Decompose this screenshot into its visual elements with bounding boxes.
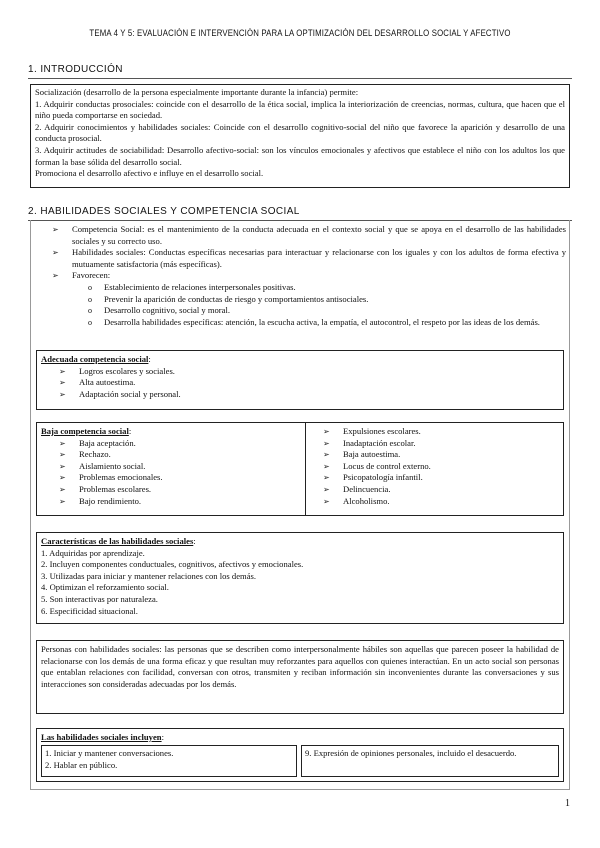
arrow-bullet-icon: ➢ [59,438,66,448]
list-item: o Desarrollo cognitivo, social y moral. [88,305,231,316]
arrow-bullet-icon: ➢ [323,427,330,436]
circle-bullet-icon: o [88,306,92,316]
list-item: ➢ Alcoholismo. [323,495,390,506]
section-heading-introduccion: 1. INTRODUCCIÓN [28,64,123,75]
list-item: 4. Optimizan el reforzamiento social. [41,582,169,593]
list-item: ➢ Favorecen: [52,270,111,281]
list-item: ➢ Problemas emocionales. [59,472,163,483]
arrow-bullet-icon: ➢ [323,496,330,506]
arrow-bullet-icon: ➢ [59,450,66,460]
list-item: o Establecimiento de relaciones interpersonales positivas. [88,281,296,292]
arrow-bullet-icon: ➢ [59,461,66,471]
list-item: ➢ Habilidades sociales: Conductas específicas necesarias para interactuar y relacionarse con los iguales y con los adultos de forma efectiva y mutuamente satisfactoria (más específicas). [52,247,566,269]
list-item: 5. Son interactivas por naturaleza. [41,593,158,604]
intro-point-1: 1. Adquirir conductas prosociales: coincide con el desarrollo de la ética social, implica la interiorización de creencias, normas, cultura, que hacen que el niño pueda comportarse en sociedad. [35,98,565,121]
incluyen-title: Las habilidades sociales incluyen [41,732,162,742]
incluyen-box: Las habilidades sociales incluyen: 1. Iniciar y mantener conversaciones. 2. Hablar en público. 9. Expresión de opiniones personales, incluido el desacuerdo. [36,728,564,782]
adecuada-competencia-box: Adecuada competencia social: ➢ Logros escolares y sociales. ➢ Alta autoestima. ➢ Adaptación social y personal. [36,350,564,410]
list-item: ➢ Bajo rendimiento. [59,495,142,506]
circle-bullet-icon: o [88,282,92,292]
arrow-bullet-icon: ➢ [52,248,59,258]
intro-closing: Promociona el desarrollo afectivo e influye en el desarrollo social. [35,168,264,179]
introduccion-box [30,84,570,188]
list-item: ➢ Expulsiones escolares. [323,426,421,436]
list-item: ➢ Locus de control externo. [323,460,431,471]
list-item: ➢ Baja autoestima. [323,449,401,460]
circle-bullet-icon: o [88,294,92,304]
arrow-bullet-icon: ➢ [59,473,66,483]
intro-point-2: 2. Adquirir conocimientos y habilidades sociales: Coincide con el desarrollo cognitivo-social del niño que favorece la aparición y desarrollo de una conducta prosocial. [35,121,565,144]
arrow-bullet-icon: ➢ [323,473,330,483]
arrow-bullet-icon: ➢ [59,484,66,494]
list-item: 6. Especificidad situacional. [41,605,138,616]
personas-paragraph: Personas con habilidades sociales: las personas que se describen como interpersonalmente hábiles son aquellas que parecen poseer la habilidad de relacionarse con los demás de una forma eficaz y que resultan muy reforzantes para aquellos con quienes interactúan. En un acto social son personas que entablan relaciones con facilidad, conversan con otros, transmiten y reciban información sin inconvenientes durante las conversaciones y sus interacciones son consideradas adecuadas por los demás. [41,644,559,689]
arrow-bullet-icon: ➢ [52,271,59,281]
section-heading-habilidades: 2. HABILIDADES SOCIALES Y COMPETENCIA SOCIAL [28,206,300,217]
arrow-bullet-icon: ➢ [59,366,66,376]
list-item: 1. Iniciar y mantener conversaciones. [45,748,174,758]
baja-right-column [323,426,559,507]
baja-title: Baja competencia social [41,426,129,436]
page-title: TEMA 4 Y 5: EVALUACIÓN E INTERVENCIÓN PARA LA OPTIMIZACIÓN DEL DESARROLLO SOCIAL Y AFECTIVO [89,28,511,39]
section-divider [28,78,572,79]
column-divider [305,423,306,515]
caracteristicas-box: Características de las habilidades sociales: 1. Adquiridas por aprendizaje. 2. Incluyen componentes conductuales, cognitivos, afectivos y emocionales. 3. Utilizadas para iniciar y mantener relaciones con los demás. 4. Optimizan el reforzamiento social. 5. Son interactivas por naturaleza. 6. Especificidad situacional. [36,532,564,624]
list-item: 9. Expresión de opiniones personales, incluido el desacuerdo. [305,748,517,758]
arrow-bullet-icon: ➢ [59,378,66,388]
page-number: 1 [565,798,570,809]
arrow-bullet-icon: ➢ [59,496,66,506]
arrow-bullet-icon: ➢ [323,450,330,460]
list-item: ➢ Inadaptación escolar. [323,437,416,448]
list-item: 3. Utilizadas para iniciar y mantener relaciones con los demás. [41,570,256,581]
list-item: ➢ Delincuencia. [323,483,391,494]
personas-box [36,640,564,714]
list-item: ➢ Rechazo. [59,449,111,460]
list-item: o Desarrolla habilidades específicas: atención, la escucha activa, la empatía, el autocontrol, el respeto por las ideas de los demás. [88,316,540,327]
competencia-list [52,224,566,328]
list-item: ➢ Problemas escolares. [59,483,152,494]
arrow-bullet-icon: ➢ [52,225,59,234]
list-item: 2. Incluyen componentes conductuales, cognitivos, afectivos y emocionales. [41,559,304,570]
intro-lead: Socialización (desarrollo de la persona especialmente importante durante la infancia) permite: [35,87,359,97]
arrow-bullet-icon: ➢ [323,438,330,448]
list-item: 1. Adquiridas por aprendizaje. [41,547,145,558]
adecuada-title: Adecuada competencia social [41,354,149,364]
list-item: ➢ Baja aceptación. [59,437,136,448]
baja-left-column: Baja competencia social: ➢ Baja aceptación. ➢ Rechazo. ➢ Aislamiento social. ➢ Problemas emocionales. ➢ Problemas escolares. ➢ Bajo rendimiento. [41,426,301,507]
arrow-bullet-icon: ➢ [323,484,330,494]
list-item: 2. Hablar en público. [45,759,118,770]
list-item: ➢ Psicopatología infantil. [323,472,423,483]
list-item: ➢ Alta autoestima. [59,377,136,388]
list-item: ➢ Competencia Social: es el mantenimiento de la conducta adecuada en el contexto social y que se apoya en el desarrollo de las habilidades sociales y su correcto uso. [52,224,566,246]
list-item: ➢ Aislamiento social. [59,460,146,471]
list-item: ➢ Adaptación social y personal. [59,388,181,399]
arrow-bullet-icon: ➢ [59,389,66,399]
arrow-bullet-icon: ➢ [323,461,330,471]
list-item: ➢ Logros escolares y sociales. [59,365,175,376]
incluyen-right-cell [301,745,559,777]
intro-point-3: 3. Adquirir actitudes de sociabilidad: Desarrollo afectivo-social: son los vínculos emocionales y afectivos que establece el niño con los adultos los que forman la base sólida del desarrollo social. [35,144,565,167]
circle-bullet-icon: o [88,317,92,327]
incluyen-left-cell [41,745,297,777]
baja-competencia-box [36,422,564,516]
caracteristicas-title: Características de las habilidades sociales [41,536,194,546]
list-item: o Prevenir la aparición de conductas de riesgo y comportamientos antisociales. [88,293,369,304]
